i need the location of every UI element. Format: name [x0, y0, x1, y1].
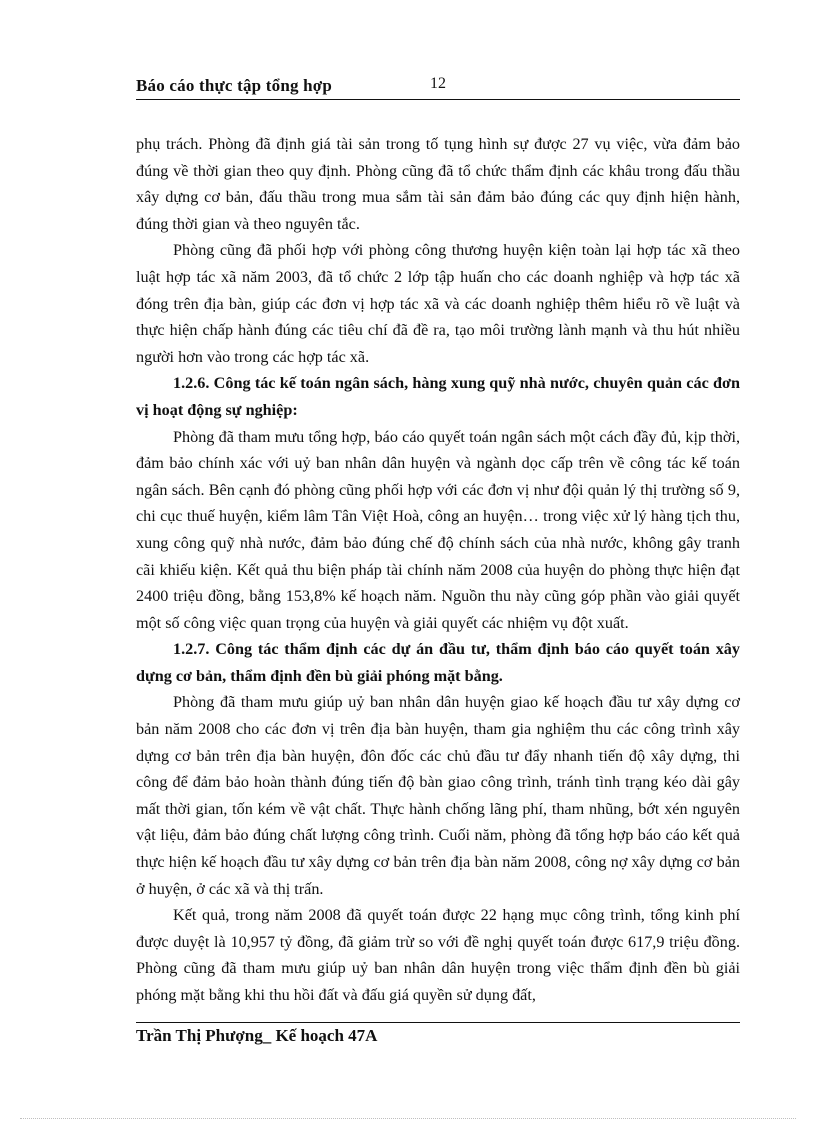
footer-divider — [136, 1022, 740, 1023]
paragraph-3: Phòng đã tham mưu tổng hợp, báo cáo quyết toán ngân sách một cách đầy đủ, kịp thời, đảm bảo chính xác với uỷ ban nhân dân huyện và ngành dọc cấp trên về công tác kế toán ngân sách. Bên cạnh đó phòng cũng phối hợp với các đơn vị như đội quản lý thị trường số 9, chi cục thuế huyện, kiểm lâm Tân Việt Hoà, công an huyện… trong việc xử lý hàng tịch thu, xung công quỹ nhà nước, đảm bảo đúng chế độ chính sách của nhà nước, không gây tranh cãi khiếu kiện. Kết quả thu biện pháp tài chính năm 2008 của huyện do phòng thực hiện đạt 2400 triệu đồng, bằng 153,8% kế hoạch năm. Nguồn thu này cũng góp phần vào giải quyết một số công việc quan trọng của huyện và giải quyết các nhiệm vụ đột xuất. — [136, 427, 740, 632]
page-header — [136, 76, 740, 98]
paragraph-1: phụ trách. Phòng đã định giá tài sản trong tố tụng hình sự được 27 vụ việc, vừa đảm bảo đúng về thời gian theo quy định. Phòng cũng đã tổ chức thẩm định các khâu trong đấu thầu xây dựng cơ bản, đấu thầu trong mua sắm tài sản đảm bảo đúng các quy định hiện hành, đúng thời gian và theo nguyên tắc. — [136, 135, 740, 233]
paragraph-2: Phòng cũng đã phối hợp với phòng công thương huyện kiện toàn lại hợp tác xã theo luật hợp tác xã năm 2003, đã tổ chức 2 lớp tập huấn cho các doanh nghiệp và hợp tác xã đóng trên địa bàn, giúp các đơn vị hợp tác xã và các doanh nghiệp thêm hiểu rõ về luật và thực hiện chấp hành đúng các tiêu chí đã đề ra, tạo môi trường lành mạnh và thu hút nhiều người hơn vào trong các hợp tác xã. — [136, 241, 740, 366]
report-title: Báo cáo thực tập tổng hợp — [136, 76, 333, 95]
page-number: 12 — [430, 75, 446, 92]
paragraph-4: Phòng đã tham mưu giúp uỷ ban nhân dân huyện giao kế hoạch đầu tư xây dựng cơ bản năm 2008 cho các đơn vị trên địa bàn huyện, tham gia nghiệm thu các công trình xây dựng cơ bản trên địa bàn huyện, đôn đốc các chủ đầu tư đẩy nhanh tiến độ xây dựng, thi công để đảm bảo hoàn thành đúng tiến độ bàn giao công trình, tránh tình trạng kéo dài gây mất thời gian, tốn kém về vật chất. Thực hành chống lãng phí, tham nhũng, bớt xén nguyên vật liệu, đảm bảo đúng chất lượng công trình. Cuối năm, phòng đã tổng hợp báo cáo kết quả thực hiện kế hoạch đầu tư xây dựng cơ bản trên địa bàn năm 2008, công nợ xây dựng cơ bản ở huyện, ở các xã và thị trấn. — [136, 693, 740, 898]
page-edge-line — [20, 1118, 796, 1119]
footer-author: Trần Thị Phượng_ Kế hoạch 47A — [136, 1026, 378, 1045]
section-heading-1-2-6: 1.2.6. Công tác kế toán ngân sách, hàng xung quỹ nhà nước, chuyên quản các đơn vị hoạt động sự nghiệp: — [136, 374, 740, 419]
paragraph-5: Kết quả, trong năm 2008 đã quyết toán được 22 hạng mục công trình, tổng kinh phí được duyệt là 10,957 tỷ đồng, đã giảm trừ so với đề nghị quyết toán được 617,9 triệu đồng. Phòng cũng đã tham mưu giúp uỷ ban nhân dân huyện trong việc thẩm định đền bù giải phóng mặt bằng khi thu hồi đất và đấu giá quyền sử dụng đất, — [136, 906, 740, 1004]
document-body — [136, 131, 740, 1009]
section-heading-1-2-7: 1.2.7. Công tác thẩm định các dự án đầu tư, thẩm định báo cáo quyết toán xây dựng cơ bản, thẩm định đền bù giải phóng mặt bằng. — [136, 640, 740, 685]
header-divider — [136, 99, 740, 100]
